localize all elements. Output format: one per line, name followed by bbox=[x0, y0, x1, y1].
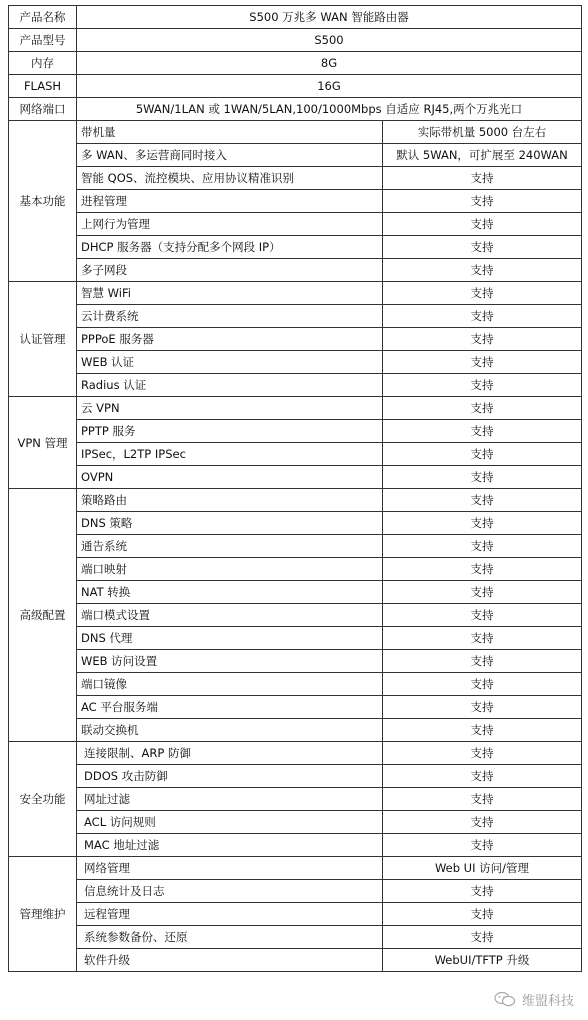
info-row bbox=[9, 52, 582, 75]
feature-cell: 上网行为管理 bbox=[77, 213, 383, 236]
feature-cell: 端口映射 bbox=[77, 558, 383, 581]
feature-cell: 连接限制、ARP 防御 bbox=[77, 742, 383, 765]
feature-cell: PPTP 服务 bbox=[77, 420, 383, 443]
info-label: 内存 bbox=[9, 52, 77, 75]
feature-cell: IPSec，L2TP IPSec bbox=[77, 443, 383, 466]
category-label: VPN 管理 bbox=[9, 397, 77, 489]
feature-cell: 智慧 WiFi bbox=[77, 282, 383, 305]
table-row bbox=[9, 926, 582, 949]
support-cell: 支持 bbox=[383, 788, 582, 811]
spec-table-body bbox=[9, 6, 582, 972]
table-row bbox=[9, 236, 582, 259]
table-row bbox=[9, 581, 582, 604]
support-cell: 支持 bbox=[383, 328, 582, 351]
table-row bbox=[9, 489, 582, 512]
support-cell: 实际带机量 5000 台左右 bbox=[383, 121, 582, 144]
feature-cell: 多 WAN、多运营商同时接入 bbox=[77, 144, 383, 167]
support-cell: 默认 5WAN，可扩展至 240WAN bbox=[383, 144, 582, 167]
feature-cell: DDOS 攻击防御 bbox=[77, 765, 383, 788]
category-label: 安全功能 bbox=[9, 742, 77, 857]
feature-cell: ACL 访问规则 bbox=[77, 811, 383, 834]
table-row bbox=[9, 742, 582, 765]
table-row bbox=[9, 466, 582, 489]
support-cell: 支持 bbox=[383, 443, 582, 466]
support-cell: 支持 bbox=[383, 282, 582, 305]
feature-cell: 软件升级 bbox=[77, 949, 383, 972]
info-label: FLASH bbox=[9, 75, 77, 98]
info-row bbox=[9, 29, 582, 52]
feature-cell: 智能 QOS、流控模块、应用协议精准识别 bbox=[77, 167, 383, 190]
support-cell: 支持 bbox=[383, 466, 582, 489]
footer-watermark bbox=[494, 988, 574, 1010]
feature-cell: MAC 地址过滤 bbox=[77, 834, 383, 857]
info-row bbox=[9, 6, 582, 29]
feature-cell: 远程管理 bbox=[77, 903, 383, 926]
support-cell: Web UI 访问/管理 bbox=[383, 857, 582, 880]
support-cell: 支持 bbox=[383, 811, 582, 834]
table-row bbox=[9, 374, 582, 397]
info-row bbox=[9, 75, 582, 98]
table-row bbox=[9, 627, 582, 650]
feature-cell: WEB 访问设置 bbox=[77, 650, 383, 673]
feature-cell: 带机量 bbox=[77, 121, 383, 144]
table-row bbox=[9, 834, 582, 857]
table-row bbox=[9, 397, 582, 420]
table-row bbox=[9, 305, 582, 328]
support-cell: 支持 bbox=[383, 926, 582, 949]
support-cell: 支持 bbox=[383, 397, 582, 420]
spec-table bbox=[8, 5, 582, 972]
info-value: S500 bbox=[77, 29, 582, 52]
feature-cell: DNS 代理 bbox=[77, 627, 383, 650]
feature-cell: OVPN bbox=[77, 466, 383, 489]
support-cell: 支持 bbox=[383, 305, 582, 328]
feature-cell: 网络管理 bbox=[77, 857, 383, 880]
table-row bbox=[9, 673, 582, 696]
support-cell: 支持 bbox=[383, 627, 582, 650]
feature-cell: 网址过滤 bbox=[77, 788, 383, 811]
wechat-icon bbox=[494, 991, 516, 1007]
table-row bbox=[9, 719, 582, 742]
table-row bbox=[9, 857, 582, 880]
feature-cell: 联动交换机 bbox=[77, 719, 383, 742]
feature-cell: WEB 认证 bbox=[77, 351, 383, 374]
category-label: 基本功能 bbox=[9, 121, 77, 282]
info-value: S500 万兆多 WAN 智能路由器 bbox=[77, 6, 582, 29]
feature-cell: 多子网段 bbox=[77, 259, 383, 282]
support-cell: 支持 bbox=[383, 719, 582, 742]
support-cell: 支持 bbox=[383, 650, 582, 673]
table-row bbox=[9, 903, 582, 926]
feature-cell: 端口模式设置 bbox=[77, 604, 383, 627]
feature-cell: DNS 策略 bbox=[77, 512, 383, 535]
feature-cell: AC 平台服务端 bbox=[77, 696, 383, 719]
support-cell: 支持 bbox=[383, 834, 582, 857]
support-cell: 支持 bbox=[383, 512, 582, 535]
info-value: 8G bbox=[77, 52, 582, 75]
info-label: 网络端口 bbox=[9, 98, 77, 121]
support-cell: 支持 bbox=[383, 558, 582, 581]
table-row bbox=[9, 535, 582, 558]
support-cell: WebUI/TFTP 升级 bbox=[383, 949, 582, 972]
table-row bbox=[9, 213, 582, 236]
feature-cell: 通告系统 bbox=[77, 535, 383, 558]
table-row bbox=[9, 811, 582, 834]
table-row bbox=[9, 121, 582, 144]
table-row bbox=[9, 190, 582, 213]
info-row bbox=[9, 98, 582, 121]
support-cell: 支持 bbox=[383, 535, 582, 558]
feature-cell: 系统参数备份、还原 bbox=[77, 926, 383, 949]
support-cell: 支持 bbox=[383, 581, 582, 604]
table-row bbox=[9, 512, 582, 535]
feature-cell: PPPoE 服务器 bbox=[77, 328, 383, 351]
feature-cell: 进程管理 bbox=[77, 190, 383, 213]
table-row bbox=[9, 558, 582, 581]
support-cell: 支持 bbox=[383, 765, 582, 788]
table-row bbox=[9, 351, 582, 374]
support-cell: 支持 bbox=[383, 351, 582, 374]
support-cell: 支持 bbox=[383, 489, 582, 512]
support-cell: 支持 bbox=[383, 673, 582, 696]
feature-cell: Radius 认证 bbox=[77, 374, 383, 397]
category-label: 认证管理 bbox=[9, 282, 77, 397]
support-cell: 支持 bbox=[383, 213, 582, 236]
feature-cell: 云 VPN bbox=[77, 397, 383, 420]
table-row bbox=[9, 259, 582, 282]
support-cell: 支持 bbox=[383, 374, 582, 397]
info-value: 5WAN/1LAN 或 1WAN/5LAN,100/1000Mbps 自适应 RJ45,两个万兆光口 bbox=[77, 98, 582, 121]
feature-cell: 云计费系统 bbox=[77, 305, 383, 328]
table-row bbox=[9, 443, 582, 466]
table-row bbox=[9, 880, 582, 903]
table-row bbox=[9, 282, 582, 305]
support-cell: 支持 bbox=[383, 604, 582, 627]
info-label: 产品型号 bbox=[9, 29, 77, 52]
footer-brand: 维盟科技 bbox=[521, 993, 574, 1009]
table-row bbox=[9, 696, 582, 719]
support-cell: 支持 bbox=[383, 903, 582, 926]
table-row bbox=[9, 949, 582, 972]
table-row bbox=[9, 328, 582, 351]
category-label: 高级配置 bbox=[9, 489, 77, 742]
table-row bbox=[9, 788, 582, 811]
support-cell: 支持 bbox=[383, 190, 582, 213]
category-label: 管理维护 bbox=[9, 857, 77, 972]
feature-cell: 策略路由 bbox=[77, 489, 383, 512]
support-cell: 支持 bbox=[383, 259, 582, 282]
support-cell: 支持 bbox=[383, 696, 582, 719]
table-row bbox=[9, 420, 582, 443]
feature-cell: 信息统计及日志 bbox=[77, 880, 383, 903]
support-cell: 支持 bbox=[383, 742, 582, 765]
table-row bbox=[9, 604, 582, 627]
support-cell: 支持 bbox=[383, 880, 582, 903]
info-value: 16G bbox=[77, 75, 582, 98]
support-cell: 支持 bbox=[383, 420, 582, 443]
table-row bbox=[9, 650, 582, 673]
table-row bbox=[9, 765, 582, 788]
feature-cell: NAT 转换 bbox=[77, 581, 383, 604]
table-row bbox=[9, 167, 582, 190]
table-row bbox=[9, 144, 582, 167]
feature-cell: DHCP 服务器（支持分配多个网段 IP） bbox=[77, 236, 383, 259]
support-cell: 支持 bbox=[383, 167, 582, 190]
info-label: 产品名称 bbox=[9, 6, 77, 29]
feature-cell: 端口镜像 bbox=[77, 673, 383, 696]
support-cell: 支持 bbox=[383, 236, 582, 259]
